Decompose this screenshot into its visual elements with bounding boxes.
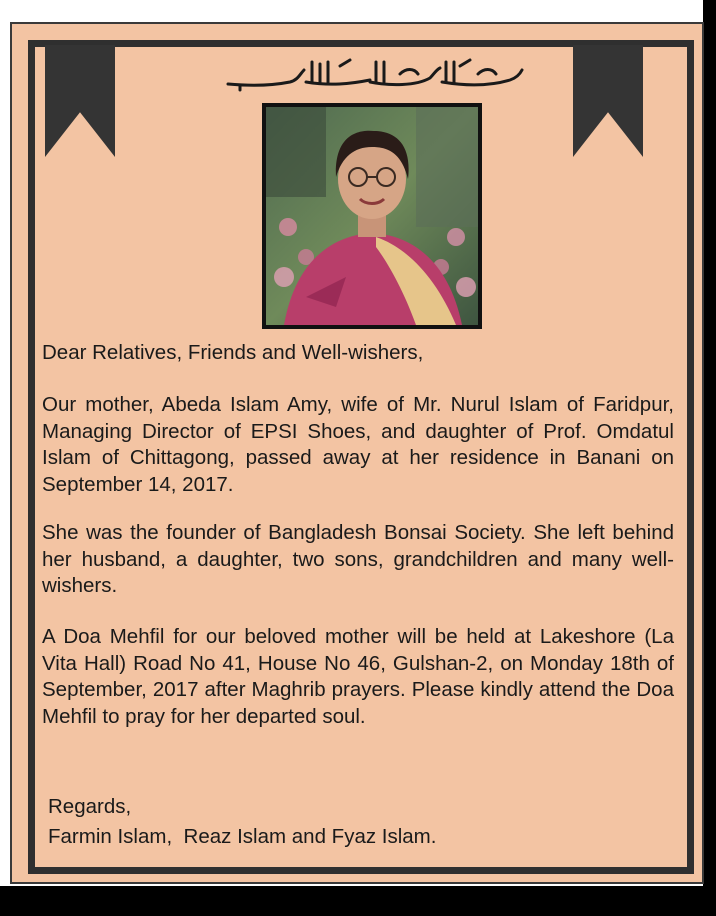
bottom-edge-strip xyxy=(0,886,716,916)
closing-regards: Regards, xyxy=(48,795,132,818)
portrait-photo xyxy=(266,107,478,325)
right-edge-strip xyxy=(703,0,716,916)
greeting: Dear Relatives, Friends and Well-wishers, xyxy=(42,341,424,364)
bismillah-calligraphy xyxy=(220,56,530,92)
signers: Farmin Islam, Reaz Islam and Fyaz Islam. xyxy=(48,825,437,848)
paragraph-announcement: Our mother, Abeda Islam Amy, wife of Mr. Nurul Islam of Faridpur, Managing Director of EPSI Shoes, and daughter of Prof. Omdatul Islam of Chittagong, passed away at her residence in Banani on September 14, 2017. xyxy=(42,393,674,496)
portrait-photo-frame xyxy=(262,103,482,329)
paragraph-biography: She was the founder of Bangladesh Bonsai Society. She left behind her husband, a daughter, two sons, grandchildren and many well-wishers. xyxy=(42,521,674,597)
paragraph-doa-mehfil: A Doa Mehfil for our beloved mother will be held at Lakeshore (La Vita Hall) Road No 41, House No 46, Gulshan-2, on Monday 18th of September, 2017 after Maghrib prayers. Please kindly attend the Doa Mehfil to pray for her departed soul. xyxy=(42,625,674,728)
